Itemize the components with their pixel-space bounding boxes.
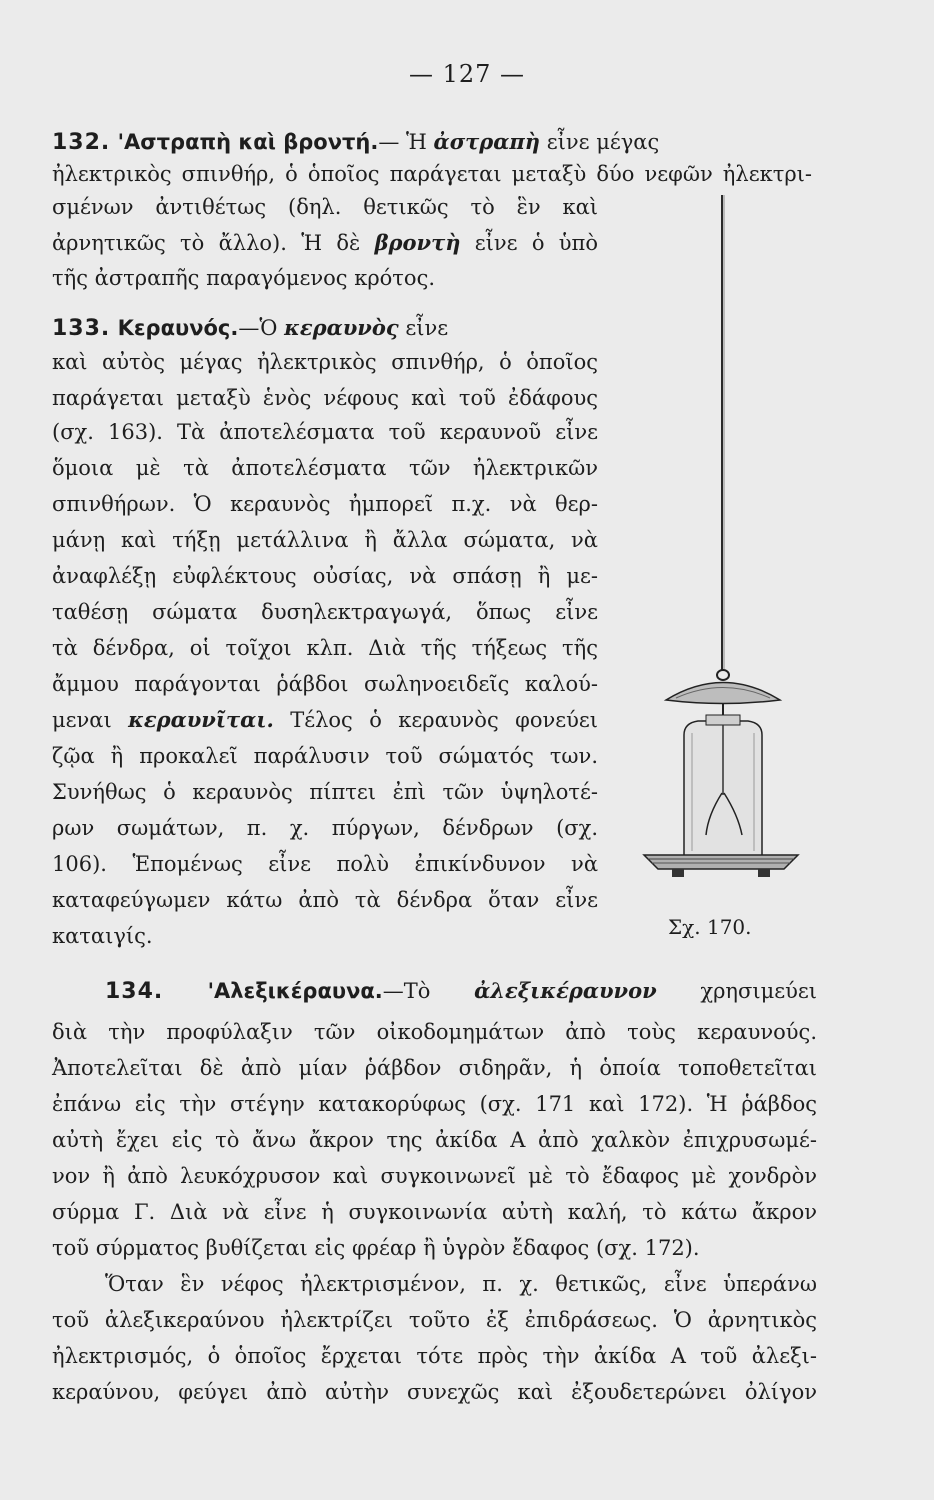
text-line: τὰ δένδρα, οἱ τοῖχοι κλπ. Διὰ τῆς τήξεως τῆς xyxy=(52,636,598,660)
text-line: αὐτὴ ἔχει εἰς τὸ ἄνω ἄκρον της ἀκίδα Α ἀπὸ χαλκὸν ἐπιχρυσωμέ- xyxy=(52,1128,817,1152)
text-line: σπινθήρων. Ὁ κεραυνὸς ἠμπορεῖ π.χ. νὰ θερ- xyxy=(52,492,598,516)
section-title: 'Αστραπὴ καὶ βροντή. xyxy=(110,130,379,154)
text-line: κεραύνου, φεύγει ἀπὸ αὐτὴν συνεχῶς καὶ ἐξουδετερώνει ὀλίγον xyxy=(52,1380,817,1404)
term: ἀλεξικέραυνον xyxy=(474,978,657,1003)
text-line: μάνῃ καὶ τήξῃ μετάλλινα ἢ ἄλλα σώματα, νὰ xyxy=(52,528,598,552)
text-line: σύρμα Γ. Διὰ νὰ εἶνε ἡ συγκοινωνία αὐτὴ καλή, τὸ κάτω ἄκρον xyxy=(52,1200,817,1224)
text-line: ἀρνητικῶς τὸ ἄλλο). Ἡ δὲ βροντὴ εἶνε ὁ ὑπὸ xyxy=(52,230,598,255)
text-line: τῆς ἀστραπῆς παραγόμενος κρότος. xyxy=(52,266,436,290)
section-number: 134. xyxy=(105,979,164,1004)
electroscope-illustration xyxy=(636,195,806,885)
text-line: καταιγίς. xyxy=(52,924,153,948)
text-line: ὅμοια μὲ τὰ ἀποτελέσματα τῶν ἠλεκτρικῶν xyxy=(52,456,598,480)
figure-caption: Σχ. 170. xyxy=(668,915,752,939)
term: κεραυνὸς xyxy=(284,315,399,340)
text-line: ἠλεκτρικὸς σπινθήρ, ὁ ὁποῖος παράγεται μεταξὺ δύο νεφῶν ἠλεκτρι- xyxy=(52,162,812,186)
section-133-heading-line: 133. Κεραυνός.—Ὁ κεραυνὸς εἶνε xyxy=(52,315,449,341)
text-line: ρων σωμάτων, π. χ. πύργων, δένδρων (σχ. xyxy=(52,816,598,840)
section-134-heading-line: 134. 'Αλεξικέραυνα.—Τὸ ἀλεξικέραυνον χρησιμεύει xyxy=(105,978,817,1004)
text-line: ἐπάνω εἰς τὴν στέγην κατακορύφως (σχ. 171 καὶ 172). Ἡ ῥάβδος xyxy=(52,1092,817,1116)
section-number: 133. xyxy=(52,316,111,341)
page-number: — 127 — xyxy=(408,60,526,88)
term: κεραυνῖται. xyxy=(128,707,274,732)
section-title: Κεραυνός. xyxy=(110,316,239,340)
text-line: διὰ τὴν προφύλαξιν τῶν οἰκοδομημάτων ἀπὸ τοὺς κεραυνούς. xyxy=(52,1020,817,1044)
text-line: 106). Ἑπομένως εἶνε πολὺ ἐπικίνδυνον νὰ xyxy=(52,852,598,876)
text-line: ἠλεκτρισμός, ὁ ὁποῖος ἔρχεται τότε πρὸς τὴν ἀκίδα Α τοῦ ἀλεξι- xyxy=(52,1344,817,1368)
text-line: παράγεται μεταξὺ ἑνὸς νέφους καὶ τοῦ ἐδάφους xyxy=(52,386,598,410)
text-line: ζῷα ἢ προκαλεῖ παράλυσιν τοῦ σώματός των. xyxy=(52,744,598,768)
text-line: καὶ αὐτὸς μέγας ἠλεκτρικὸς σπινθήρ, ὁ ὁποῖος xyxy=(52,350,598,374)
text-line: τοῦ σύρματος βυθίζεται εἰς φρέαρ ἢ ὑγρὸν ἔδαφος (σχ. 172). xyxy=(52,1236,700,1260)
section-title: 'Αλεξικέραυνα. xyxy=(163,979,383,1003)
text-line: ταθέσῃ σώματα δυσηλεκτραγωγά, ὅπως εἶνε xyxy=(52,600,598,624)
text-line: μεναι κεραυνῖται. Τέλος ὁ κεραυνὸς φονεύει xyxy=(52,707,598,732)
text-line: Ὅταν ἓν νέφος ἠλεκτρισμένον, π. χ. θετικῶς, εἶνε ὑπεράνω xyxy=(105,1272,817,1296)
text-line: (σχ. 163). Τὰ ἀποτελέσματα τοῦ κεραυνοῦ εἶνε xyxy=(52,420,598,444)
term: ἀστραπὴ xyxy=(433,129,541,154)
text-line: σμένων ἀντιθέτως (δηλ. θετικῶς τὸ ἓν καὶ xyxy=(52,195,598,219)
text-line: νον ἢ ἀπὸ λευκόχρυσον καὶ συγκοινωνεῖ μὲ τὸ ἔδαφος μὲ χονδρὸν xyxy=(52,1164,817,1188)
text-line: καταφεύγωμεν κάτω ἀπὸ τὰ δένδρα ὅταν εἶνε xyxy=(52,888,598,912)
section-132-heading-line: 132. 'Αστραπὴ καὶ βροντή.— Ἡ ἀστραπὴ εἶνε μέγας xyxy=(52,129,660,155)
electroscope-icon xyxy=(636,195,806,885)
section-number: 132. xyxy=(52,130,111,155)
term: βροντὴ xyxy=(374,230,461,255)
text-line: Συνήθως ὁ κεραυνὸς πίπτει ἐπὶ τῶν ὑψηλοτέ- xyxy=(52,780,598,804)
text-line: ἀναφλέξῃ εὐφλέκτους οὐσίας, νὰ σπάσῃ ἢ με- xyxy=(52,564,598,588)
text-line: τοῦ ἀλεξικεραύνου ἠλεκτρίζει τοῦτο ἐξ ἐπιδράσεως. Ὁ ἀρνητικὸς xyxy=(52,1308,817,1332)
text-line: Ἀποτελεῖται δὲ ἀπὸ μίαν ῥάβδον σιδηρᾶν, ἡ ὁποία τοποθετεῖται xyxy=(52,1056,817,1080)
text-line: ἄμμου παράγονται ῥάβδοι σωληνοειδεῖς καλού- xyxy=(52,672,598,696)
